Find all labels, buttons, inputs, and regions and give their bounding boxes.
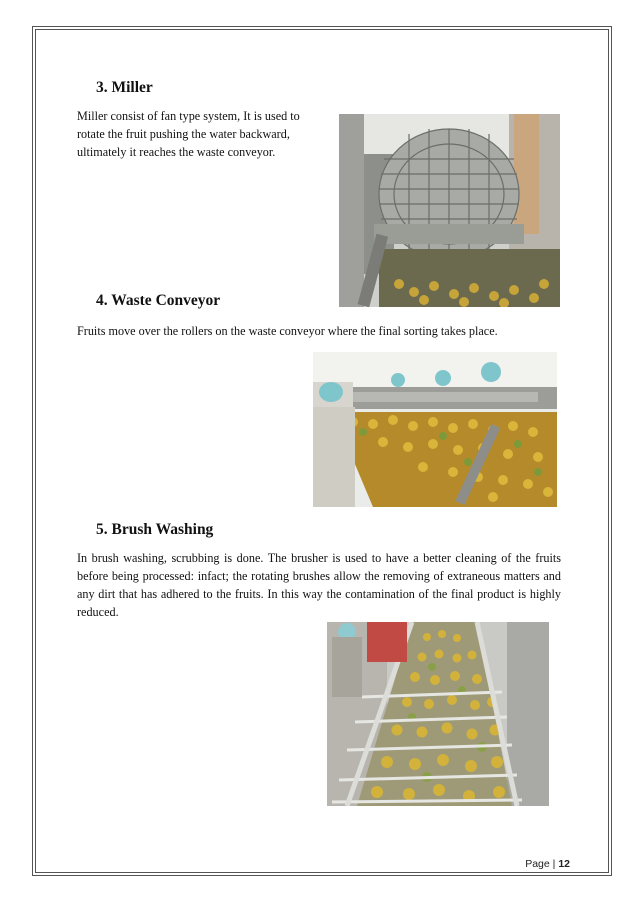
page-label: Page	[525, 858, 550, 870]
page-number: 12	[558, 858, 570, 870]
heading-brush-washing: 5. Brush Washing	[96, 521, 214, 538]
paragraph-waste-conveyor: Fruits move over the rollers on the waste conveyor where the final sorting takes place.	[77, 324, 498, 338]
waste-conveyor-photo	[313, 352, 557, 507]
paragraph-brush-washing: In brush washing, scrubbing is done. The brusher is used to have a better cleaning of the fruits before being processed: infact; the rotating brushes allow the removing of extraneous matters and any dirt that has adhered to the fruits. In this way the contamination of the final product is highly reduced.	[77, 551, 561, 619]
brush-washing-photo	[327, 622, 549, 806]
heading-miller: 3. Miller	[96, 79, 153, 96]
heading-waste-conveyor: 4. Waste Conveyor	[96, 292, 221, 309]
miller-photo	[339, 114, 560, 307]
page-separator: |	[552, 858, 556, 870]
paragraph-miller: Miller consist of fan type system, It is used to rotate the fruit pushing the water backward, ultimately it reaches the waste conveyor.	[77, 109, 300, 159]
page-footer	[525, 858, 570, 870]
